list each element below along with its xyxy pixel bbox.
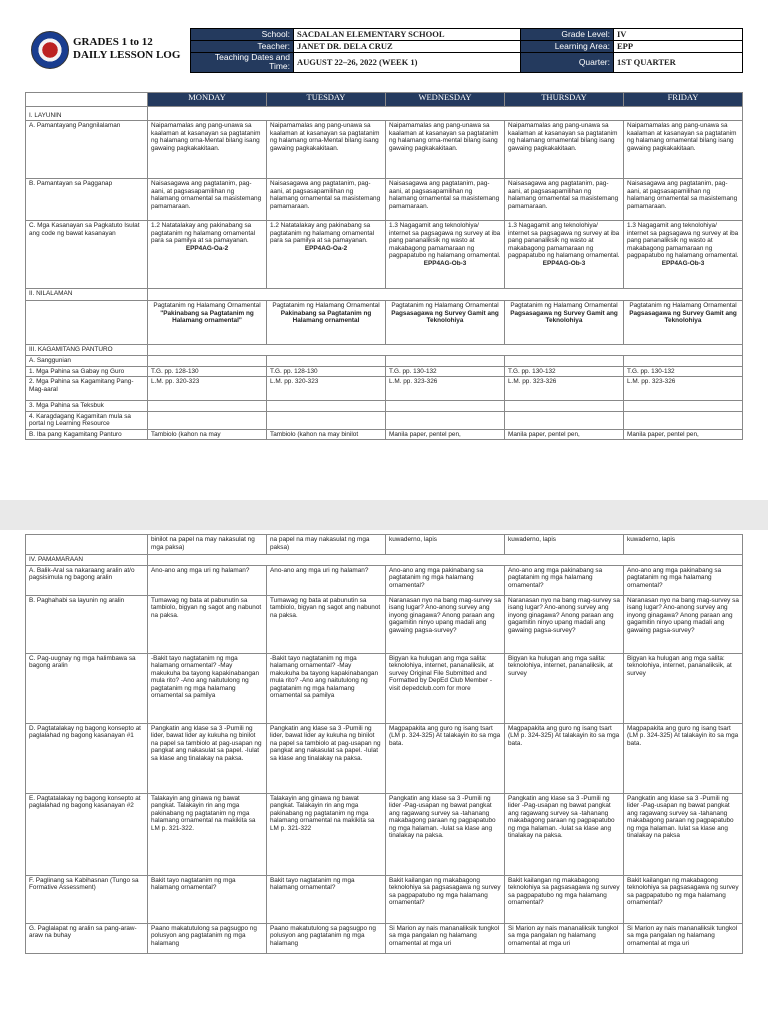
area-value: EPP bbox=[614, 40, 743, 52]
topic: Pagtatanim ng Halamang Ornamental bbox=[153, 302, 261, 309]
row-label-paghahabi: B. Paghahabi sa layunin ng aralin bbox=[26, 595, 148, 653]
cell-c-text: 1.3 Nagagamit ang teknolohiya/ internet sa pagsagawa ng survey at iba pang pananaliksik ng wasto at makabagong pamamaraan ng pagpapatubo ng halamang ornamental. bbox=[627, 222, 739, 259]
cell-paglinang-friday: Bakit kailangan ng makabagong teknolohiya sa pagsasagawa ng survey sa pagpapatubo ng mga halamang ornamental? bbox=[624, 875, 743, 923]
cell-lm-thursday: L.M. pp. 323-326 bbox=[505, 377, 624, 401]
cell-b-wednesday: Naisasagawa ang pagtatanim, pag-aani, at pagsasapamilihan ng halamang ornamental sa masistemang pamamaraan. bbox=[386, 179, 505, 221]
dates-value: AUGUST 22–26, 2022 (WEEK 1) bbox=[294, 52, 521, 72]
section-pamamaraan: IV. PAMAMARAAN bbox=[26, 555, 148, 566]
area-label: Learning Area: bbox=[521, 40, 614, 52]
cell-empty bbox=[624, 411, 743, 429]
page-gap bbox=[0, 500, 768, 530]
cell-nilalaman-thursday bbox=[505, 301, 624, 345]
day-header-friday: FRIDAY bbox=[624, 93, 743, 107]
cell-iba-cont-thursday: kuwaderno, lapis bbox=[505, 535, 624, 555]
competency-code: EPP4AG-Ob-3 bbox=[542, 259, 586, 267]
cell-pagtatalakay-2-thursday: Pangkatin ang klase sa 3 -Pumili ng lider -Pag-usapan ng bawat pangkat ang ragawang survey sa -tahanang makabagong paraan ng pagpapatubo ng mga halaman. -Iulat sa klase ang tinalakay na paksa. bbox=[505, 793, 624, 875]
cell-paghahabi-monday: Tumawag ng bata at pabunutin sa tambiolo, bigyan ng sagot ang nabunot na paksa. bbox=[148, 595, 267, 653]
competency-code: EPP4AG-Ob-3 bbox=[423, 259, 467, 267]
cell-iba-wednesday: Manila paper, pentel pen, bbox=[386, 429, 505, 440]
cell-iba-cont-tuesday: na papel na may nakasulat ng mga paksa) bbox=[267, 535, 386, 555]
cell-iba-thursday: Manila paper, pentel pen, bbox=[505, 429, 624, 440]
cell-c-thursday bbox=[505, 221, 624, 289]
lesson-log-page-2 bbox=[0, 530, 768, 1024]
cell-paghahabi-wednesday: Naranasan nyo na bang mag-survey sa isang lugar? Ano-anong survey ang inyong ginagawa? Anong paraan ang gagamitin ninyo upang madali ang gawaing pagsa-survey? bbox=[386, 595, 505, 653]
competency-code: EPP4AG-Oa-2 bbox=[304, 244, 348, 252]
cell-balik-aral-monday: Ano-ano ang mga uri ng halaman? bbox=[148, 565, 267, 595]
row-label-pagtatalakay-2: E. Pagtatalakay ng bagong konsepto at paglalahad ng bagong kasanayan #2 bbox=[26, 793, 148, 875]
cell-empty bbox=[505, 356, 624, 367]
cell-balik-aral-tuesday: Ano-ano ang mga uri ng halaman? bbox=[267, 565, 386, 595]
subtopic: "Pakinabang sa Pagtatanim ng Halamang ornamental" bbox=[160, 309, 254, 324]
cell-empty bbox=[148, 411, 267, 429]
teacher-value: JANET DR. DELA CRUZ bbox=[294, 40, 521, 52]
cell-b-thursday: Naisasagawa ang pagtatanim, pag-aani, at pagsasapamilihan ng halamang ornamental sa masistemang pamamaraan. bbox=[505, 179, 624, 221]
cell-empty bbox=[624, 401, 743, 412]
row-label-gabay-guro: 1. Mga Pahina sa Gabay ng Guro bbox=[26, 366, 148, 377]
cell-paghahabi-friday: Naranasan nyo na bang mag-survey sa isang lugar? Ano-anong survey ang inyong ginagawa? Anong paraan ang gagamitin ninyo upang madali ang gawaing pagsa-survey? bbox=[624, 595, 743, 653]
grade-label: Grade Level: bbox=[521, 29, 614, 41]
lesson-table-page-1 bbox=[25, 92, 743, 440]
cell-paglalapat-monday: Paano makatutulong sa pagsugpo ng polusyon ang pagtatanim ng mga halamang bbox=[148, 923, 267, 953]
cell-iba-monday: Tambiolo (kahon na may bbox=[148, 429, 267, 440]
cell-lm-monday: L.M. pp. 320-323 bbox=[148, 377, 267, 401]
cell-iba-cont-wednesday: kuwaderno, lapis bbox=[386, 535, 505, 555]
cell-lm-friday: L.M. pp. 323-326 bbox=[624, 377, 743, 401]
section-layunin-span bbox=[148, 107, 743, 121]
cell-empty bbox=[267, 401, 386, 412]
cell-paglinang-wednesday: Bakit kailangan ng makabagong teknolohiya sa pagsasagawa ng survey sa pagpapatubo ng mga halamang ornamental? bbox=[386, 875, 505, 923]
row-label-pag-uugnay: C. Pag-uugnay ng mga halimbawa sa bagong aralin bbox=[26, 653, 148, 723]
document-header bbox=[25, 28, 743, 73]
title-line-1: GRADES 1 to 12 bbox=[73, 36, 153, 48]
cell-pag-uugnay-friday: Bigyan ka hulugan ang mga salita: teknolohiya, internet, pananaliksik, at survey bbox=[624, 653, 743, 723]
competency-code: EPP4AG-Ob-3 bbox=[661, 259, 705, 267]
cell-gabay-monday: T.G. pp. 128-130 bbox=[148, 366, 267, 377]
cell-empty bbox=[148, 401, 267, 412]
cell-pag-uugnay-tuesday: -Bakit tayo nagtatanim ng mga halamang ornamental? -May makukuha ba tayong kapakinabangan mula rito? -Ano ang naitutulong ng pagtatanim ng mga halamang ornamental sa pamilya bbox=[267, 653, 386, 723]
row-label-pagtatalakay-1: D. Pagtatalakay ng bagong konsepto at paglalahad ng bagong kasanayan #1 bbox=[26, 723, 148, 793]
cell-paglinang-tuesday: Bakit tayo nagtatanim ng mga halamang ornamental? bbox=[267, 875, 386, 923]
section-kagamitan: III. KAGAMITANG PANTURO bbox=[26, 345, 148, 356]
cell-iba-friday: Manila paper, pentel pen, bbox=[624, 429, 743, 440]
cell-paghahabi-thursday: Naranasan nyo na bang mag-survey sa isang lugar? Ano-anong survey ang inyong ginagawa? Anong paraan ang gagamitin ninyo upang madali ang gawaing pagsa-survey? bbox=[505, 595, 624, 653]
section-nilalaman: II. NILALAMAN bbox=[26, 289, 148, 301]
grade-value: IV bbox=[614, 29, 743, 41]
cell-empty bbox=[267, 411, 386, 429]
cell-paglinang-thursday: Bakit kailangan ng makabagong teknolohiya sa pagsasagawa ng survey sa pagpapatubo ng mga halamang ornamental? bbox=[505, 875, 624, 923]
cell-a-wednesday: Naipamamalas ang pang-unawa sa kaalaman at kasanayan sa pagtatanim ng halamang orna-mental bilang isang gawaing pagkakakitaan. bbox=[386, 121, 505, 179]
deped-seal-icon bbox=[31, 31, 69, 69]
day-header-tuesday: TUESDAY bbox=[267, 93, 386, 107]
topic: Pagtatanim ng Halamang Ornamental bbox=[391, 302, 499, 309]
cell-empty bbox=[148, 356, 267, 367]
cell-pag-uugnay-monday: -Bakit tayo nagtatanim ng mga halamang ornamental? -May makukuha ba tayong kapakinabangan mula rito? -Ano ang naitutulong ng pagtatanim ng mga halamang ornamental sa pamilya bbox=[148, 653, 267, 723]
cell-iba-cont-friday: kuwaderno, lapis bbox=[624, 535, 743, 555]
topic: Pagtatanim ng Halamang Ornamental bbox=[272, 302, 380, 309]
cell-pagtatalakay-1-wednesday: Magpapakita ang guro ng isang tsart (LM p. 324-325) At talakayin ito sa mga bata. bbox=[386, 723, 505, 793]
cell-empty bbox=[386, 356, 505, 367]
day-header-thursday: THURSDAY bbox=[505, 93, 624, 107]
cell-empty bbox=[386, 411, 505, 429]
cell-lm-wednesday: L.M. pp. 323-326 bbox=[386, 377, 505, 401]
document-title bbox=[73, 36, 180, 62]
cell-nilalaman-wednesday bbox=[386, 301, 505, 345]
cell-a-monday: Naipamamalas ang pang-unawa sa kaalaman at kasanayan sa pagtatanim ng halamang orna-Mental bilang isang gawaing pagkakakitaan. bbox=[148, 121, 267, 179]
cell-empty bbox=[624, 356, 743, 367]
cell-lm-tuesday: L.M. pp. 320-323 bbox=[267, 377, 386, 401]
row-label-sanggunian: A. Sanggunian bbox=[26, 356, 148, 367]
quarter-label: Quarter: bbox=[521, 52, 614, 72]
subtopic: Pakinabang sa Pagtatanim ng Halamang ornamental bbox=[280, 309, 372, 324]
cell-b-monday: Naisasagawa ang pagtatanim, pag-aani, at pagsasapamilihan ng halamang ornamental sa masistemang pamamaraan. bbox=[148, 179, 267, 221]
cell-pagtatalakay-1-friday: Magpapakita ang guro ng isang tsart (LM p. 324-325) At talakayin ito sa mga bata. bbox=[624, 723, 743, 793]
dates-label: Teaching Dates and Time: bbox=[191, 52, 294, 72]
row-label-karagdagang-kagamitan: 4. Karagdagang Kagamitan mula sa portal ng Learning Resource bbox=[26, 411, 148, 429]
quarter-value: 1ST QUARTER bbox=[614, 52, 743, 72]
cell-pag-uugnay-thursday: Bigyan ka hulugan ang mga salita: teknolohiya, internet, pananaliksik, at survey bbox=[505, 653, 624, 723]
cell-pagtatalakay-1-tuesday: Pangkatin ang klase sa 3 -Pumili ng lider, bawat lider ay kukuha ng binilot na papel sa tambiolo at pag-usapan ng pangkat ang nakasulat sa papel. -Iulat sa klase ang tinalakay na paksa. bbox=[267, 723, 386, 793]
header-info-table bbox=[190, 28, 743, 73]
school-value: SACDALAN ELEMENTARY SCHOOL bbox=[294, 29, 521, 41]
subtopic: Pagsasagawa ng Survey Gamit ang Teknolohiya bbox=[629, 309, 737, 324]
cell-pagtatalakay-1-monday: Pangkatin ang klase sa 3 -Pumili ng lider, bawat lider ay kukuha ng binilot na papel sa tambiolo at pag-usapan ng pangkat ang nakasulat sa papel. -Iulat sa klase ang tinalakay na paksa. bbox=[148, 723, 267, 793]
cell-c-friday bbox=[624, 221, 743, 289]
continued-label-blank bbox=[26, 535, 148, 555]
cell-pagtatalakay-2-friday: Pangkatin ang klase sa 3 -Pumili ng lider -Pag-usapan ng bawat pangkat ang ragawang survey sa -tahanang makabagong paraan ng pagpapatubo ng mga halaman. Iulat sa klase ang tinalakay na paksa bbox=[624, 793, 743, 875]
row-label-balik-aral: A. Balik-Aral sa nakaraang aralin at/o pagsisimula ng bagong aralin bbox=[26, 565, 148, 595]
competency-code: EPP4AG-Oa-2 bbox=[185, 244, 229, 252]
cell-balik-aral-wednesday: Ano-ano ang mga pakinabang sa pagtatanim ng mga halamang ornamental? bbox=[386, 565, 505, 595]
cell-empty bbox=[267, 356, 386, 367]
cell-balik-aral-friday: Ano-ano ang mga pakinabang sa pagtatanim ng mga halamang ornamental? bbox=[624, 565, 743, 595]
subtopic: Pagsasagawa ng Survey Gamit ang Teknolohiya bbox=[510, 309, 618, 324]
row-label-pamantayang-pangnilalaman: A. Pamantayang Pangnilalaman bbox=[26, 121, 148, 179]
corner-cell bbox=[26, 93, 148, 107]
row-label-kagamitang-mag-aaral: 2. Mga Pahina sa Kagamitang Pang-Mag-aaral bbox=[26, 377, 148, 401]
day-header-wednesday: WEDNESDAY bbox=[386, 93, 505, 107]
cell-pag-uugnay-wednesday: Bigyan ka hulugan ang mga salita: teknolohiya, internet, pananaliksik, at survey Original File Submitted and Formatted by DepEd Club Member - visit depedclub.com for more bbox=[386, 653, 505, 723]
title-line-2: DAILY LESSON LOG bbox=[73, 49, 181, 61]
row-label-paglinang: F. Paglinang sa Kabihasnan (Tungo sa Formative Assessment) bbox=[26, 875, 148, 923]
cell-paglalapat-tuesday: Paano makatutulong sa pagsugpo ng polusyon ang pagtatanim ng mga halamang bbox=[267, 923, 386, 953]
cell-paglalapat-thursday: Si Marion ay nais mananaliksik tungkol sa mga pangalan ng halamang ornamental at mga uri bbox=[505, 923, 624, 953]
cell-gabay-friday: T.G. pp. 130-132 bbox=[624, 366, 743, 377]
topic: Pagtatanim ng Halamang Ornamental bbox=[629, 302, 737, 309]
section-layunin: I. LAYUNIN bbox=[26, 107, 148, 121]
cell-nilalaman-tuesday bbox=[267, 301, 386, 345]
cell-c-text: 1.3 Nagagamit ang teknolohiya/ internet sa pagsagawa ng survey at iba pang pananaliksik ng wasto at makabagong pamamaraan ng pagpapatubo ng halamang ornamental. bbox=[508, 222, 620, 259]
cell-empty bbox=[505, 411, 624, 429]
subtopic: Pagsasagawa ng Survey Gamit ang Teknolohiya bbox=[391, 309, 499, 324]
cell-gabay-tuesday: T.G. pp. 128-130 bbox=[267, 366, 386, 377]
cell-c-text: 1.2 Natatalakay ang pakinabang sa pagtatanim ng halamang ornamental para sa pamilya at sa pamayanan. bbox=[151, 222, 256, 244]
row-label-paglalapat: G. Paglalapat ng aralin sa pang-araw-araw na buhay bbox=[26, 923, 148, 953]
cell-gabay-thursday: T.G. pp. 130-132 bbox=[505, 366, 624, 377]
row-label-kasanayan: C. Mga Kasanayan sa Pagkatuto Isulat ang code ng bawat kasanayan bbox=[26, 221, 148, 289]
cell-paglalapat-wednesday: Si Marion ay nais mananaliksik tungkol sa mga pangalan ng halamang ornamental at mga uri bbox=[386, 923, 505, 953]
day-header-monday: MONDAY bbox=[148, 93, 267, 107]
cell-b-tuesday: Naisasagawa ang pagtatanim, pag-aani, at pagsasapamilihan ng halamang ornamental sa masistemang pamamaraan. bbox=[267, 179, 386, 221]
cell-a-tuesday: Naipamamalas ang pang-unawa sa kaalaman at kasanayan sa pagtatanim ng halamang orna-Mental bilang isang gawaing pagkakakitaan. bbox=[267, 121, 386, 179]
cell-b-friday: Naisasagawa ang pagtatanim, pag-aani, at pagsasapamilihan ng halamang ornamental sa masistemang pamamaraan. bbox=[624, 179, 743, 221]
cell-c-text: 1.2 Natatalakay ang pakinabang sa pagtatanim ng halamang ornamental para sa pamilya at sa pamayanan. bbox=[270, 222, 375, 244]
cell-paglalapat-friday: Si Marion ay nais mananaliksik tungkol sa mga pangalan ng halamang ornamental at mga uri bbox=[624, 923, 743, 953]
cell-pagtatalakay-2-tuesday: Talakayin ang ginawa ng bawat pangkat. Talakayin rin ang mga pakinabang ng pagtatanim ng mga halamang ornamental na makikita sa LM p. 321-322 bbox=[267, 793, 386, 875]
row-label-pamantayan-sa-pagganap: B. Pamantayan sa Pagganap bbox=[26, 179, 148, 221]
cell-c-text: 1.3 Nagagamit ang teknolohiya/ internet sa pagsagawa ng survey at iba pang pananaliksik ng wasto at makabagong pamamaraan ng pagpapatubo ng halamang ornamental. bbox=[389, 222, 501, 259]
cell-pagtatalakay-2-monday: Talakayin ang ginawa ng bawat pangkat. Talakayin rin ang mga pakinabang ng pagtatanim ng mga halamang ornamental na makikita sa LM p. 321-322. bbox=[148, 793, 267, 875]
school-label: School: bbox=[191, 29, 294, 41]
nilalaman-label-blank bbox=[26, 301, 148, 345]
section-pamamaraan-span bbox=[148, 555, 743, 566]
row-label-teksbuk: 3. Mga Pahina sa Teksbuk bbox=[26, 401, 148, 412]
cell-pagtatalakay-2-wednesday: Pangkatin ang klase sa 3 -Pumili ng lider -Pag-usapan ng bawat pangkat ang ragawang survey sa -tahanang makabagong paraan ng pagpapatubo ng mga halaman. -Iulat sa klase ang tinalakay na paksa. bbox=[386, 793, 505, 875]
section-kagamitan-span bbox=[148, 345, 743, 356]
cell-empty bbox=[505, 401, 624, 412]
cell-paglinang-monday: Bakit tayo nagtatanim ng mga halamang ornamental? bbox=[148, 875, 267, 923]
topic: Pagtatanim ng Halamang Ornamental bbox=[510, 302, 618, 309]
teacher-label: Teacher: bbox=[191, 40, 294, 52]
cell-gabay-wednesday: T.G. pp. 130-132 bbox=[386, 366, 505, 377]
cell-a-friday: Naipamamalas ang pang-unawa sa kaalaman at kasanayan sa pagtatanim ng halamang ornamental bilang isang gawaing pagkakakitaan. bbox=[624, 121, 743, 179]
cell-nilalaman-monday bbox=[148, 301, 267, 345]
cell-iba-cont-monday: binilot na papel na may nakasulat ng mga paksa) bbox=[148, 535, 267, 555]
cell-iba-tuesday: Tambiolo (kahon na may binilot bbox=[267, 429, 386, 440]
cell-paghahabi-tuesday: Tumawag ng bata at pabunutin sa tambiolo, bigyan ng sagot ang nabunot na paksa. bbox=[267, 595, 386, 653]
lesson-log-page-1 bbox=[0, 0, 768, 500]
cell-pagtatalakay-1-thursday: Magpapakita ang guro ng isang tsart (LM p. 324-325) At talakayin ito sa mga bata. bbox=[505, 723, 624, 793]
section-nilalaman-span bbox=[148, 289, 743, 301]
row-label-iba-pang-kagamitan: B. Iba pang Kagamitang Panturo bbox=[26, 429, 148, 440]
lesson-table-page-2 bbox=[25, 534, 743, 954]
cell-nilalaman-friday bbox=[624, 301, 743, 345]
cell-a-thursday: Naipamamalas ang pang-unawa sa kaalaman at kasanayan sa pagtatanim ng halamang ornamental bilang isang gawaing pagkakakitaan. bbox=[505, 121, 624, 179]
cell-c-wednesday bbox=[386, 221, 505, 289]
cell-c-tuesday bbox=[267, 221, 386, 289]
cell-empty bbox=[386, 401, 505, 412]
cell-c-monday bbox=[148, 221, 267, 289]
cell-balik-aral-thursday: Ano-ano ang mga pakinabang sa pagtatanim ng mga halamang ornamental? bbox=[505, 565, 624, 595]
